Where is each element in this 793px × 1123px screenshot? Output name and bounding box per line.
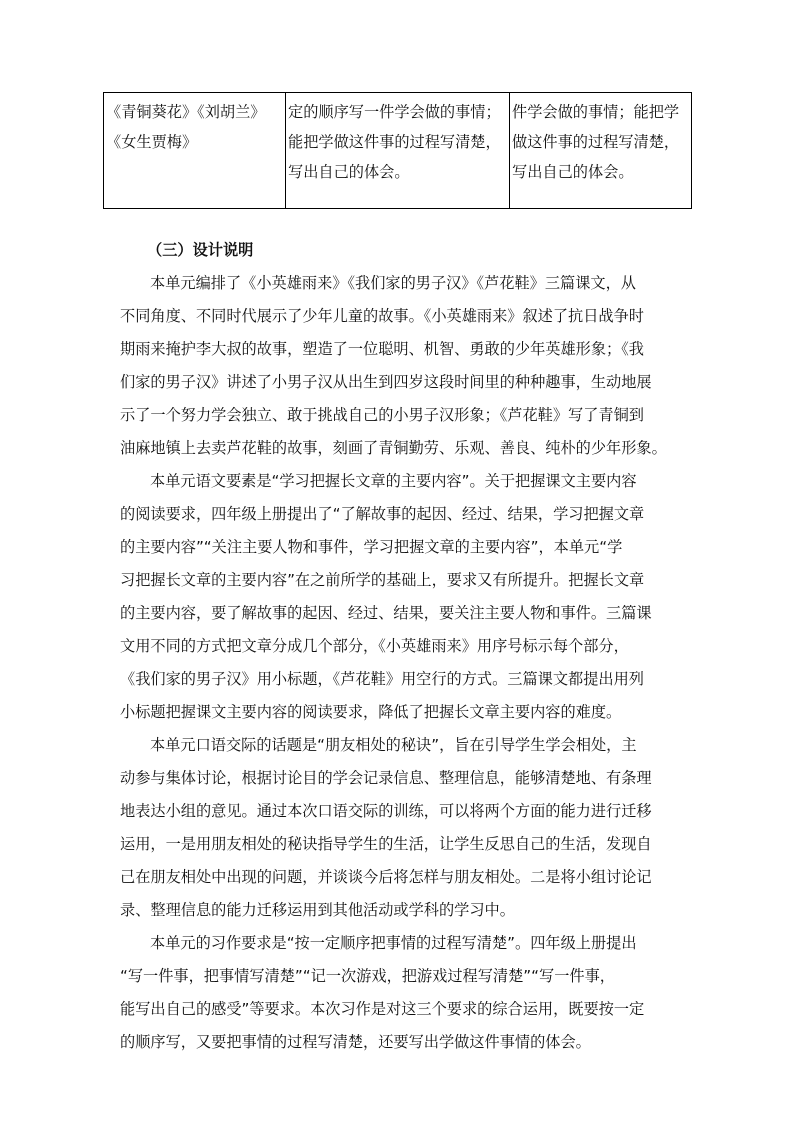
paragraph-line: 不同角度、不同时代展示了少年儿童的故事。《小英雄雨来》叙述了抗日战争时 xyxy=(120,307,644,325)
cell-line: 《青铜葵花》《刘胡兰》 xyxy=(106,103,266,121)
table-cell-texts xyxy=(104,93,286,209)
paragraph-line: 小标题把握课文主要内容的阅读要求，降低了把握长文章主要内容的难度。 xyxy=(120,703,622,721)
cell-line: 能把学做这件事的过程写清楚， xyxy=(288,133,501,151)
paragraph-line: 地表达小组的意见。通过本次口语交际的训练，可以将两个方面的能力进行迁移 xyxy=(120,802,652,820)
paragraph-line: 们家的男子汉》讲述了小男子汉从出生到四岁这段时间里的种种趣事，生动地展 xyxy=(120,373,652,391)
paragraph-line: 的顺序写，又要把事情的过程写清楚，还要写出学做这件事情的体会。 xyxy=(120,1033,591,1051)
paragraph-line: 本单元的习作要求是“按一定顺序把事情的过程写清楚”。四年级上册提出 xyxy=(150,934,637,952)
cell-line: 件学会做的事情；能把学 xyxy=(512,103,680,121)
paragraph-line: 示了一个努力学会独立、敢于挑战自己的小男子汉形象；《芦花鞋》写了青铜到 xyxy=(120,406,644,424)
paragraph-line: 的阅读要求，四年级上册提出了“了解故事的起因、经过、结果，学习把握文章 xyxy=(120,505,645,523)
table-cell-writing-req xyxy=(286,93,510,209)
section-heading: （三）设计说明 xyxy=(147,241,254,259)
table-cell-writing-req-2 xyxy=(510,93,692,209)
paragraph-line: 期雨来掩护李大叔的故事，塑造了一位聪明、机智、勇敢的少年英雄形象；《我 xyxy=(120,340,644,358)
paragraph-line: 能写出自己的感受”等要求。本次习作是对这三个要求的综合运用，既要按一定 xyxy=(120,1000,645,1018)
paragraph-line: “写一件事，把事情写清楚”“记一次游戏，把游戏过程写清楚”“写一件事， xyxy=(120,967,615,985)
paragraph-line: 己在朋友相处中出现的问题，并谈谈今后将怎样与朋友相处。二是将小组讨论记 xyxy=(120,868,652,886)
paragraph-line: 的主要内容，要了解故事的起因、经过、结果，要关注主要人物和事件。三篇课 xyxy=(120,604,652,622)
cell-line: 写出自己的体会。 xyxy=(288,163,410,181)
paragraph-line: 动参与集体讨论，根据讨论目的学会记录信息、整理信息，能够清楚地、有条理 xyxy=(120,769,652,787)
cell-line: 写出自己的体会。 xyxy=(512,163,634,181)
cell-line: 《女生贾梅》 xyxy=(106,133,198,151)
paragraph-line: 的主要内容”“关注主要人物和事件，学习把握文章的主要内容”，本单元“学 xyxy=(120,538,623,556)
cell-line: 做这件事的过程写清楚， xyxy=(512,133,680,151)
paragraph-line: 《我们家的男子汉》用小标题，《芦花鞋》用空行的方式。三篇课文都提出用列 xyxy=(120,670,644,688)
reading-table xyxy=(103,92,692,209)
cell-line: 定的顺序写一件学会做的事情； xyxy=(288,103,501,121)
paragraph-line: 本单元语文要素是“学习把握长文章的主要内容”。关于把握课文主要内容 xyxy=(150,472,637,490)
paragraph-line: 文用不同的方式把文章分成几个部分，《小英雄雨来》用序号标示每个部分， xyxy=(120,637,629,655)
paragraph-line: 运用，一是用朋友相处的秘诀指导学生的生活，让学生反思自己的生活，发现自 xyxy=(120,835,652,853)
paragraph-line: 习把握长文章的主要内容”在之前所学的基础上，要求又有所提升。把握长文章 xyxy=(120,571,645,589)
paragraph-line: 本单元口语交际的话题是“朋友相处的秘诀”，旨在引导学生学会相处，主 xyxy=(150,736,637,754)
paragraph-line: 油麻地镇上去卖芦花鞋的故事，刻画了青铜勤劳、乐观、善良、纯朴的少年形象。 xyxy=(120,439,667,457)
paragraph-line: 录、整理信息的能力迁移运用到其他活动或学科的学习中。 xyxy=(120,901,515,919)
table-row xyxy=(104,93,692,209)
paragraph-line: 本单元编排了《小英雄雨来》《我们家的男子汉》《芦花鞋》三篇课文，从 xyxy=(150,274,636,292)
